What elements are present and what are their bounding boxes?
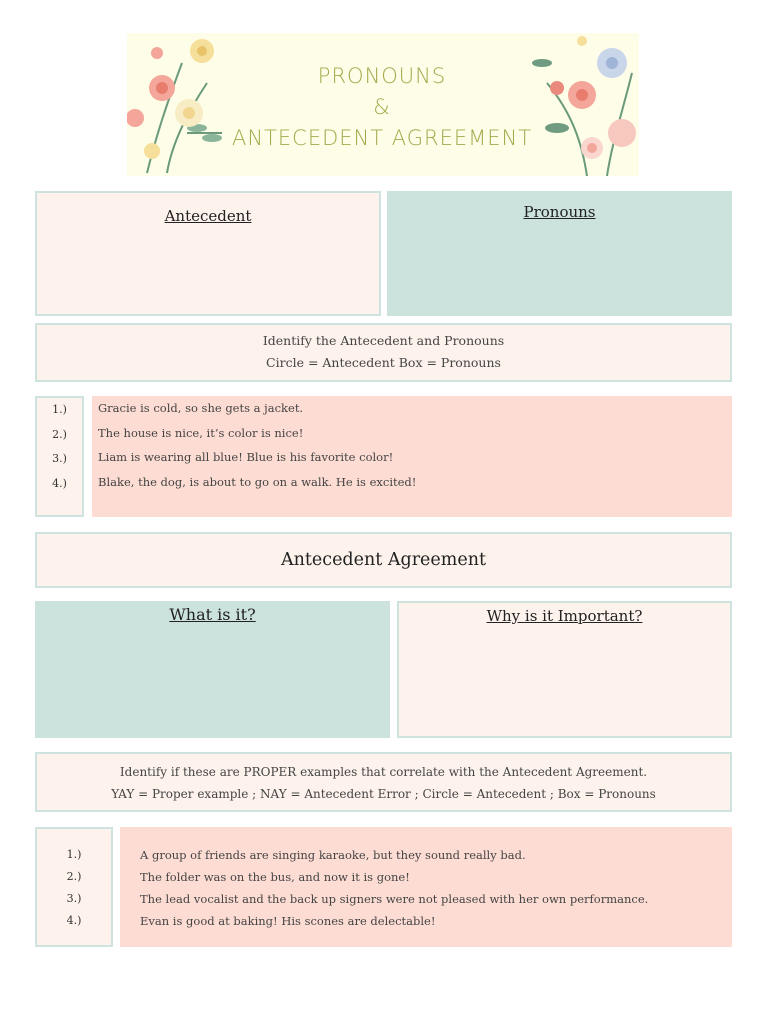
- pronouns-heading: Pronouns: [523, 203, 596, 221]
- instruction-box-2: [35, 752, 732, 812]
- sentence-1: Gracie is cold, so she gets a jacket.: [98, 401, 304, 415]
- number-2: 2.): [52, 427, 67, 441]
- number-2: 2.): [66, 870, 82, 883]
- number-4: 4.): [52, 476, 67, 490]
- antecedent-box: [35, 191, 381, 316]
- floral-left-illustration: [127, 33, 237, 176]
- what-is-it-box: [35, 601, 390, 738]
- agreement-title-box: [35, 532, 732, 588]
- instruction-2-line2: YAY = Proper example ; NAY = Antecedent Error ; Circle = Antecedent ; Box = Pronouns: [111, 787, 656, 801]
- instruction-box-1: [35, 323, 732, 382]
- sentence-2: The folder was on the bus, and now it is gone!: [140, 870, 410, 884]
- sentence-3: The lead vocalist and the back up signers were not pleased with her own performance.: [140, 892, 649, 906]
- banner-title: [232, 61, 532, 154]
- instruction-1-line1: Identify the Antecedent and Pronouns: [262, 333, 505, 348]
- number-1: 1.): [52, 403, 67, 416]
- banner-title-line1: PRONOUNS: [317, 64, 447, 88]
- sentence-box-1: [92, 396, 732, 517]
- number-column-2: [35, 827, 113, 947]
- number-column-1: [35, 396, 84, 517]
- number-1: 1.): [66, 848, 82, 861]
- agreement-title: Antecedent Agreement: [280, 550, 487, 570]
- sentence-4: Evan is good at baking! His scones are delectable!: [140, 914, 436, 928]
- banner-title-line3: ANTECEDENT AGREEMENT: [232, 126, 533, 150]
- why-important-heading: Why is it Important?: [486, 607, 643, 625]
- pronouns-box: [387, 191, 732, 316]
- instruction-1-line2: Circle = Antecedent Box = Pronouns: [266, 355, 501, 370]
- antecedent-heading: Antecedent: [164, 207, 252, 225]
- number-4: 4.): [66, 914, 82, 927]
- sentence-4: Blake, the dog, is about to go on a walk. He is excited!: [98, 474, 417, 489]
- floral-right-illustration: [527, 33, 639, 176]
- sentence-2: The house is nice, it’s color is nice!: [98, 425, 304, 440]
- banner-title-line2: &: [373, 95, 391, 119]
- instruction-2-line1: Identify if these are PROPER examples that correlate with the Antecedent Agreement.: [119, 765, 648, 779]
- sentence-1: A group of friends are singing karaoke, but they sound really bad.: [140, 848, 526, 862]
- sentence-3: Liam is wearing all blue! Blue is his favorite color!: [98, 450, 394, 464]
- sentence-box-2: [120, 827, 732, 947]
- what-is-it-heading: What is it?: [169, 605, 256, 624]
- why-important-box: [397, 601, 732, 738]
- number-3: 3.): [52, 452, 67, 465]
- number-3: 3.): [66, 892, 82, 905]
- title-banner: [127, 33, 639, 176]
